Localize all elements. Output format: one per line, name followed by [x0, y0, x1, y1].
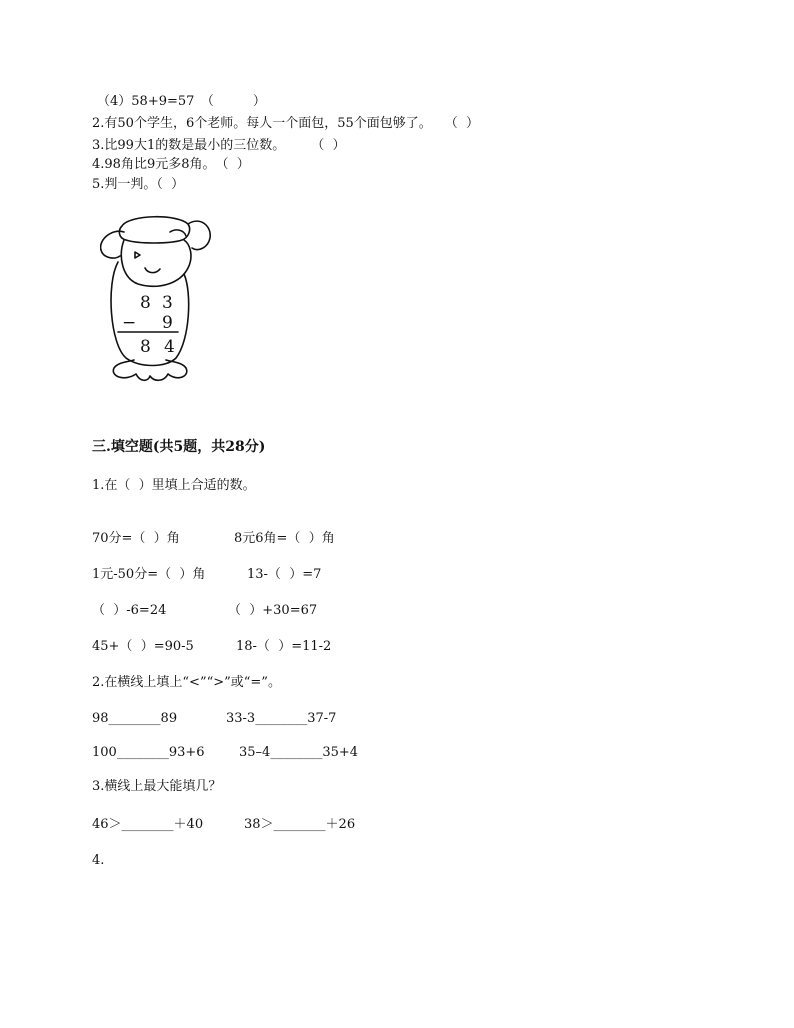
q4-prompt: 4. [92, 853, 105, 868]
q1-row2-left: 1元-50分=（ ）角 [92, 567, 206, 582]
judge-item-3: 3.比99大1的数是最小的三位数。 （ ） [92, 138, 346, 153]
q3-row-right: 38＞________＋26 [244, 817, 356, 832]
right-ear [188, 221, 210, 249]
q1-row1-right: 8元6角=（ ）角 [234, 531, 335, 546]
q1-row3-right: （ ）+30=67 [228, 603, 318, 618]
judge-item-2: 2.有50个学生，6个老师。每人一个面包，55个面包够了。 （ ） [92, 116, 480, 131]
q1-row2-right: 13-（ ）=7 [247, 567, 322, 582]
digit-res-tens: 8 [140, 337, 151, 357]
hat-brim-detail [170, 230, 186, 236]
q1-prompt: 1.在（ ）里填上合适的数。 [92, 478, 256, 493]
q1-row4-left: 45+（ ）=90-5 [92, 639, 194, 654]
judge-item-4: （4）58+9=57 （ ） [97, 94, 266, 109]
q2-row1-left: 98________89 [92, 711, 178, 726]
feet [113, 360, 186, 380]
q1-row4-right: 18-（ ）=11-2 [236, 639, 332, 654]
q2-prompt: 2.在横线上填上“<”“>”或“=”。 [92, 675, 281, 690]
q1-row3-left: （ ）-6=24 [92, 603, 167, 618]
face-outline [121, 240, 191, 286]
q2-row2-right: 35–4________35+4 [239, 745, 359, 760]
digit-top-ones: 3 [162, 293, 173, 313]
minus-sign: − [122, 313, 137, 333]
section-3-title: 三.填空题(共5题，共28分) [92, 439, 266, 455]
judge-item-4b: 4.98角比9元多8角。 （ ） [92, 157, 250, 172]
q3-prompt: 3.横线上最大能填几？ [92, 779, 222, 794]
q2-row1-right: 33-3________37-7 [226, 711, 337, 726]
judge-item-5: 5.判一判。（ ） [92, 177, 185, 192]
q3-row-left: 46＞________＋40 [92, 817, 204, 832]
digit-res-ones: 4 [164, 337, 175, 357]
digit-sub-ones: 9 [162, 313, 173, 333]
eye [135, 252, 140, 258]
mouth [145, 268, 160, 273]
q1-row1-left: 70分=（ ）角 [92, 531, 180, 546]
digit-top-tens: 8 [140, 293, 151, 313]
q2-row2-left: 100________93+6 [92, 745, 205, 760]
cartoon-subtraction-figure [100, 212, 215, 390]
